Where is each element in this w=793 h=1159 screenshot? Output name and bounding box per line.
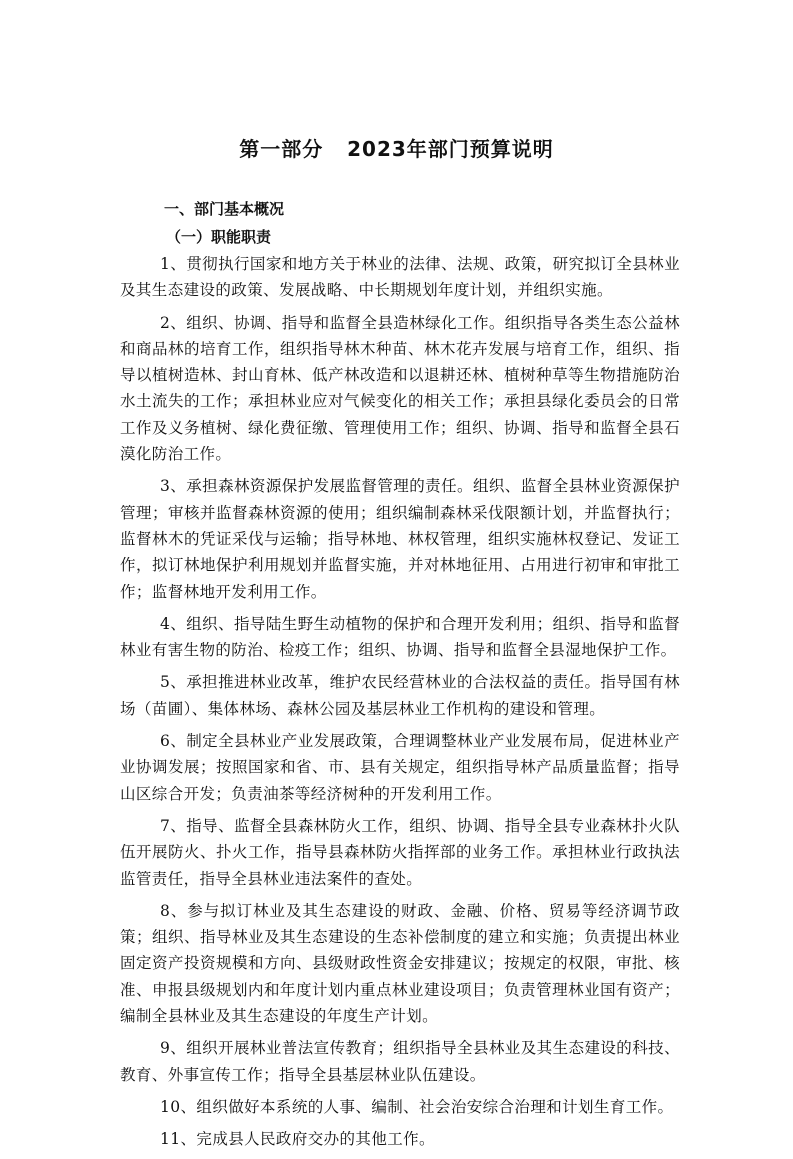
paragraph-7: 7、指导、监督全县森林防火工作，组织、协调、指导全县专业森林扑火队伍开展防火、扑火工作，指导县森林防火指挥部的业务工作。承担林业行政执法监管责任，指导全县林业违法案件的查处。 (120, 816, 680, 888)
subsection-heading: （一）职能职责 (166, 228, 272, 246)
paragraph-9: 9、组织开展林业普法宣传教育；组织指导全县林业及其生态建设的科技、教育、外事宣传工作；指导全县基层林业队伍建设。 (120, 1039, 680, 1084)
paragraph-2: 2、组织、协调、指导和监督全县造林绿化工作。组织指导各类生态公益林和商品林的培育工作，组织指导林木种苗、林木花卉发展与培育工作，组织、指导以植树造林、封山育林、低产林改造和以退耕还林、植树种草等生物措施防治水土流失的工作；承担林业应对气候变化的相关工作；承担县绿化委员会的日常工作及义务植树、绿化费征缴、管理使用工作；组织、协调、指导和监督全县石漠化防治工作。 (120, 313, 680, 464)
paragraph-3: 3、承担森林资源保护发展监督管理的责任。组织、监督全县林业资源保护管理；审核并监督森林资源的使用；组织编制森林采伐限额计划，并监督执行；监督林木的凭证采伐与运输；指导林地、林权管理，组织实施林权登记、发证工作，拟订林地保护利用规划并监督实施，并对林地征用、占用进行初审和审批工作；监督林地开发利用工作。 (120, 477, 680, 601)
paragraph-4: 4、组织、指导陆生野生动植物的保护和合理开发利用；组织、指导和监督林业有害生物的防治、检疫工作；组织、协调、指导和监督全县湿地保护工作。 (120, 614, 680, 660)
paragraph-1: 1、贯彻执行国家和地方关于林业的法律、法规、政策，研究拟订全县林业及其生态建设的政策、发展战略、中长期规划年度计划，并组织实施。 (120, 255, 680, 300)
page-title: 第一部分 2023年部门预算说明 (239, 137, 554, 161)
paragraph-5: 5、承担推进林业改革，维护农民经营林业的合法权益的责任。指导国有林场（苗圃）、集体林场、森林公园及基层林业工作机构的建设和管理。 (120, 673, 680, 718)
paragraph-10: 10、组织做好本系统的人事、编制、社会治安综合治理和计划生育工作。 (160, 1097, 674, 1116)
paragraph-11: 11、完成县人民政府交办的其他工作。 (160, 1130, 435, 1149)
paragraph-6: 6、制定全县林业产业发展政策，合理调整林业产业发展布局，促进林业产业协调发展；按照国家和省、市、县有关规定，组织指导林产品质量监督；指导山区综合开发；负责油茶等经济树种的开发利用工作。 (120, 732, 680, 803)
document-body (120, 196, 680, 1159)
paragraph-8: 8、参与拟订林业及其生态建设的财政、金融、价格、贸易等经济调节政策；组织、指导林业及其生态建设的生态补偿制度的建立和实施；负责提出林业固定资产投资规模和方向、县级财政性资金安排建议；按规定的权限，审批、核准、申报县级规划内和年度计划内重点林业建设项目；负责管理林业国有资产；编制全县林业及其生态建设的年度生产计划。 (120, 901, 680, 1026)
section-heading: 一、部门基本概况 (164, 200, 285, 218)
